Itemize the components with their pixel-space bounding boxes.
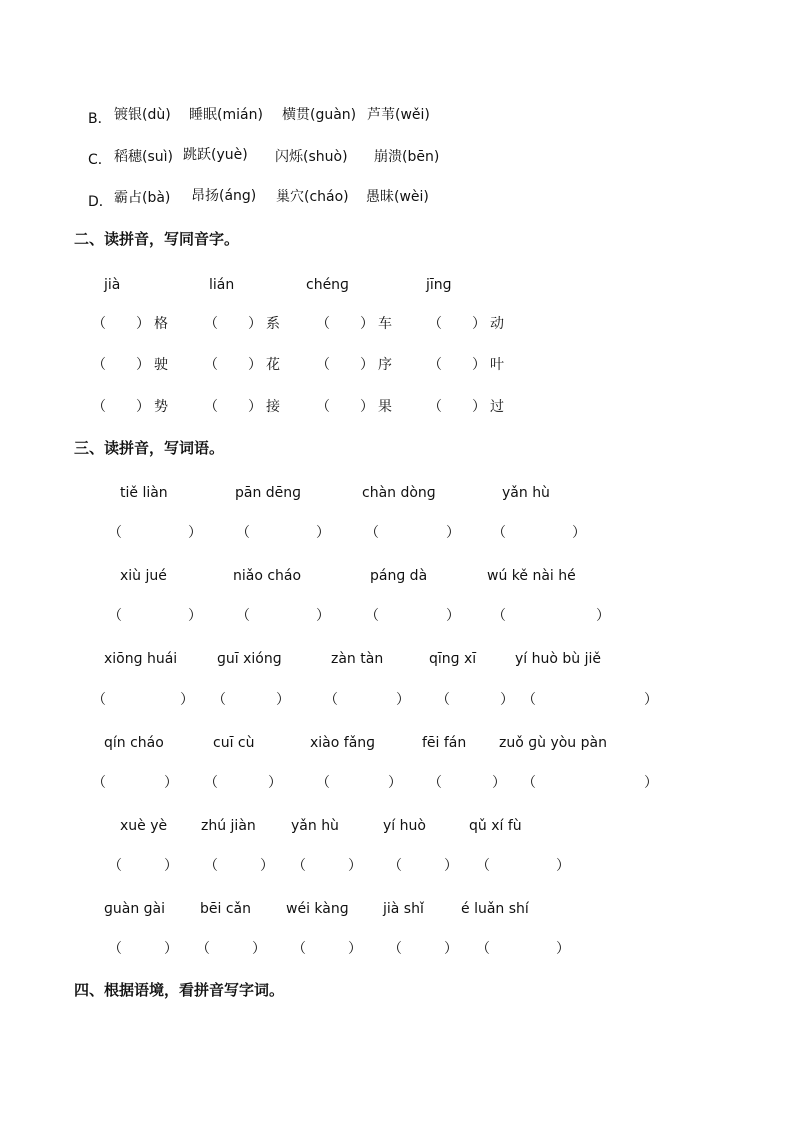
blank-suffix-char: 系 [266, 316, 280, 332]
blank-close-paren: ） [348, 858, 362, 874]
pinyin-label: zuǒ ɡù yòu pàn [499, 735, 607, 751]
option-word: 巢穴(cháo) [276, 189, 349, 205]
blank-open-paren: （ [204, 399, 218, 415]
blank-close-paren: ） [572, 525, 586, 541]
blank-close-paren: ） [444, 941, 458, 957]
blank-close-paren: ） [316, 608, 330, 624]
blank-open-paren: （ [204, 858, 218, 874]
blank-open-paren: （ [388, 858, 402, 874]
pinyin-label: cuī cù [213, 735, 255, 751]
option-word: 睡眠(mián) [189, 107, 263, 123]
blank-close-paren: ） [472, 399, 486, 415]
blank-close-paren: ） [360, 357, 374, 373]
blank-close-paren: ） [472, 357, 486, 373]
blank-close-paren: ） [164, 775, 178, 791]
blank-suffix-char: 接 [266, 399, 280, 415]
blank-open-paren: （ [436, 692, 450, 708]
blank-close-paren: ） [446, 525, 460, 541]
pinyin-label: xuè yè [120, 818, 168, 834]
pinyin-label: pánɡ dà [370, 568, 428, 584]
pinyin-label: ɡuàn ɡài [104, 901, 166, 917]
blank-open-paren: （ [365, 608, 379, 624]
blank-suffix-char: 果 [378, 399, 392, 415]
blank-open-paren: （ [108, 525, 122, 541]
blank-open-paren: （ [522, 775, 536, 791]
blank-close-paren: ） [164, 941, 178, 957]
blank-open-paren: （ [428, 357, 442, 373]
blank-open-paren: （ [196, 941, 210, 957]
blank-close-paren: ） [136, 316, 150, 332]
blank-open-paren: （ [476, 858, 490, 874]
pinyin-label: wú kě nài hé [487, 568, 576, 584]
option-word: 芦苇(wěi) [367, 107, 430, 123]
blank-close-paren: ） [492, 775, 506, 791]
blank-open-paren: （ [316, 316, 330, 332]
pinyin-label: qīnɡ xī [429, 651, 477, 667]
blank-open-paren: （ [292, 941, 306, 957]
blank-open-paren: （ [492, 525, 506, 541]
blank-open-paren: （ [204, 775, 218, 791]
blank-suffix-char: 驶 [154, 357, 168, 373]
option-word: 横贯(guàn) [282, 107, 357, 123]
blank-close-paren: ） [316, 525, 330, 541]
pinyin-label: xiù jué [120, 568, 167, 584]
blank-suffix-char: 叶 [490, 357, 504, 373]
blank-open-paren: （ [292, 858, 306, 874]
option-word: 昂扬(áng) [191, 188, 257, 204]
option-word: 霸占(bà) [114, 190, 171, 206]
blank-open-paren: （ [365, 525, 379, 541]
option-letter: D． [88, 194, 113, 210]
blank-open-paren: （ [522, 692, 536, 708]
option-letter: C． [88, 152, 112, 168]
blank-close-paren: ） [446, 608, 460, 624]
pinyin-label: wéi kànɡ [286, 901, 349, 917]
pinyin-label: yǎn hù [291, 818, 339, 834]
blank-close-paren: ） [248, 316, 262, 332]
section-heading: 二、读拼音，写同音字。 [74, 230, 240, 248]
blank-suffix-char: 动 [490, 316, 504, 332]
blank-close-paren: ） [444, 858, 458, 874]
option-word: 镀银(dù) [114, 107, 171, 123]
pinyin-label: yí huò [383, 818, 426, 834]
pinyin-label: xiōnɡ huái [104, 651, 178, 667]
blank-close-paren: ） [136, 357, 150, 373]
pinyin-label: lián [209, 277, 235, 293]
blank-suffix-char: 车 [378, 316, 392, 332]
pinyin-label: yí huò bù jiě [515, 651, 601, 667]
blank-open-paren: （ [108, 941, 122, 957]
option-letter: B． [88, 111, 112, 127]
blank-close-paren: ） [644, 692, 658, 708]
pinyin-label: é luǎn shí [461, 901, 529, 917]
option-word: 崩溃(bēn) [374, 149, 440, 165]
blank-open-paren: （ [324, 692, 338, 708]
blank-close-paren: ） [248, 357, 262, 373]
section-heading: 三、读拼音，写词语。 [74, 439, 225, 457]
pinyin-label: bēi cǎn [200, 901, 251, 917]
blank-close-paren: ） [188, 608, 202, 624]
blank-open-paren: （ [204, 316, 218, 332]
blank-open-paren: （ [92, 775, 106, 791]
pinyin-label: chénɡ [306, 277, 349, 293]
option-word: 愚昧(wèi) [366, 189, 429, 205]
blank-close-paren: ） [180, 692, 194, 708]
blank-open-paren: （ [108, 608, 122, 624]
pinyin-label: qǔ xí fù [469, 818, 522, 834]
blank-close-paren: ） [248, 399, 262, 415]
blank-close-paren: ） [252, 941, 266, 957]
blank-open-paren: （ [92, 316, 106, 332]
blank-close-paren: ） [164, 858, 178, 874]
blank-suffix-char: 格 [154, 316, 168, 332]
blank-close-paren: ） [556, 858, 570, 874]
blank-open-paren: （ [428, 316, 442, 332]
blank-close-paren: ） [260, 858, 274, 874]
blank-close-paren: ） [268, 775, 282, 791]
blank-open-paren: （ [108, 858, 122, 874]
blank-open-paren: （ [316, 399, 330, 415]
blank-open-paren: （ [492, 608, 506, 624]
blank-open-paren: （ [204, 357, 218, 373]
blank-close-paren: ） [596, 608, 610, 624]
section-heading: 四、根据语境，看拼音写字词。 [74, 981, 285, 999]
option-word: 跳跃(yuè) [183, 147, 248, 163]
blank-close-paren: ） [348, 941, 362, 957]
pinyin-label: jià [104, 277, 121, 293]
blank-open-paren: （ [236, 525, 250, 541]
blank-suffix-char: 过 [490, 399, 504, 415]
pinyin-label: niǎo cháo [233, 568, 302, 584]
pinyin-label: jià shǐ [383, 901, 424, 917]
blank-open-paren: （ [428, 775, 442, 791]
blank-close-paren: ） [396, 692, 410, 708]
pinyin-label: tiě liàn [120, 485, 168, 501]
pinyin-label: qín cháo [104, 735, 164, 751]
blank-open-paren: （ [92, 399, 106, 415]
blank-open-paren: （ [236, 608, 250, 624]
blank-close-paren: ） [472, 316, 486, 332]
pinyin-label: fēi fán [422, 735, 467, 751]
blank-close-paren: ） [644, 775, 658, 791]
blank-close-paren: ） [500, 692, 514, 708]
blank-open-paren: （ [388, 941, 402, 957]
pinyin-label: ɡuī xiónɡ [217, 651, 282, 667]
blank-suffix-char: 势 [154, 399, 168, 415]
blank-close-paren: ） [188, 525, 202, 541]
pinyin-label: yǎn hù [502, 485, 550, 501]
option-word: 稻穗(suì) [114, 149, 173, 165]
pinyin-label: pān dēnɡ [235, 485, 302, 501]
blank-open-paren: （ [476, 941, 490, 957]
blank-open-paren: （ [316, 357, 330, 373]
pinyin-label: xiào fǎnɡ [310, 735, 376, 751]
pinyin-label: zhú jiàn [201, 818, 256, 834]
blank-close-paren: ） [360, 399, 374, 415]
blank-close-paren: ） [388, 775, 402, 791]
blank-open-paren: （ [92, 692, 106, 708]
blank-close-paren: ） [136, 399, 150, 415]
option-word: 闪烁(shuò) [275, 149, 348, 165]
blank-suffix-char: 花 [266, 357, 280, 373]
blank-close-paren: ） [556, 941, 570, 957]
pinyin-label: jīnɡ [426, 277, 452, 293]
blank-close-paren: ） [276, 692, 290, 708]
blank-open-paren: （ [92, 357, 106, 373]
blank-open-paren: （ [316, 775, 330, 791]
pinyin-label: chàn dònɡ [362, 485, 436, 501]
blank-suffix-char: 序 [378, 357, 392, 373]
pinyin-label: zàn tàn [331, 651, 384, 667]
blank-open-paren: （ [428, 399, 442, 415]
blank-close-paren: ） [360, 316, 374, 332]
blank-open-paren: （ [212, 692, 226, 708]
